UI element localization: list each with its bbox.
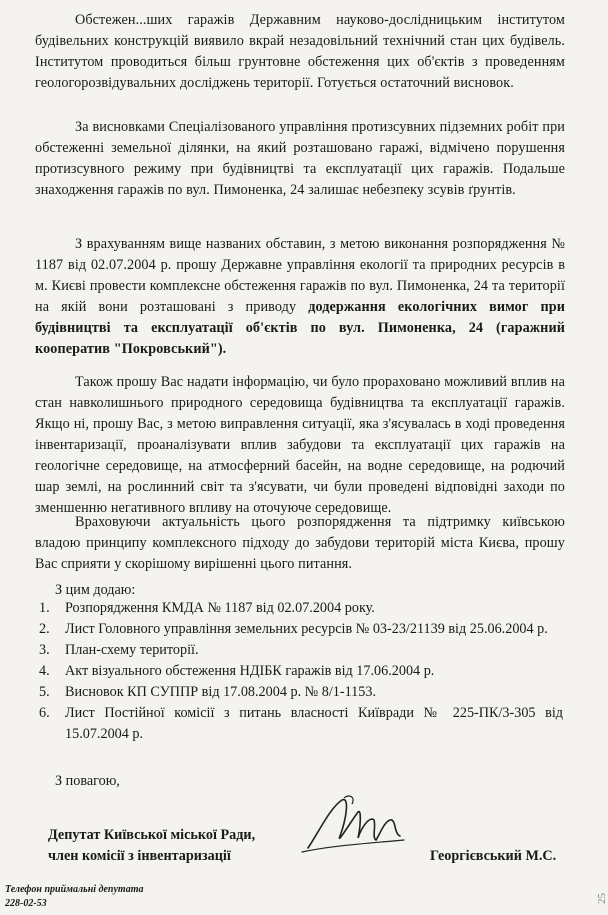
list-item xyxy=(35,661,563,682)
paragraph-2: За висновками Спеціалізованого управління протизсувних підземних робіт при обстеженні земельної ділянки, на який розташовано гаражі, відмічено порушення протизсувного режиму при будівництві та експлуатації цих гаражів. Подальше знаходження гаражів по вул. Пимоненка, 24 залишає небезпеку зсувів ґрунтів. xyxy=(35,119,565,198)
list-item-number: 1. xyxy=(39,600,50,616)
list-item-text: План-схему території. xyxy=(65,642,199,658)
closing-regards: З повагою, xyxy=(55,773,120,789)
list-item-text: Лист Головного управління земельних ресурсів № 03-23/21139 від 25.06.2004 р. xyxy=(65,621,548,637)
signatory-name: Георгієвський М.С. xyxy=(430,848,557,864)
list-item xyxy=(35,703,563,745)
list-item-number: 3. xyxy=(39,642,50,658)
list-item-number: 4. xyxy=(39,663,50,679)
list-item-text: Акт візуального обстеження НДІБК гаражів від 17.06.2004 р. xyxy=(65,663,435,679)
signatory-position-line2: член комісії з інвентаризації xyxy=(48,848,231,864)
list-item xyxy=(35,598,563,619)
paragraph-3-plain: З врахуванням вище названих обставин, з метою виконання розпорядження № 1187 від 02.07.2004 р. прошу Державне управління екології та природних ресурсів в м. Києві провести комплексне обстеження гаражів по вул. Пимоненка, 24 та території на якій вони розташовані з приводу xyxy=(35,236,565,315)
attachments-list xyxy=(35,598,563,745)
list-item-number: 6. xyxy=(39,705,50,721)
list-item xyxy=(35,619,563,640)
list-item-text: Висновок КП СУППР від 17.08.2004 р. № 8/1-1153. xyxy=(65,684,376,700)
list-item-number: 5. xyxy=(39,684,50,700)
list-item xyxy=(35,640,563,661)
paragraph-3-bold: додержання екологічних вимог при будівництві та експлуатації об'єктів по вул. Пимоненка, 24 (гаражний кооператив "Покровський"). xyxy=(35,299,566,357)
signatory-position-line1: Депутат Київської міської Ради, xyxy=(48,827,256,843)
paragraph-1: Обстежен...ших гаражів Державним науково-дослідницьким інститутом будівельних конструкцій виявило вкрай незадовільний технічний стан цих будівель. Інститутом проводиться більш грунтовне обстеження цих об'єктів з проведенням геологорозвідувальних досліджень території. Готується остаточний висновок. xyxy=(35,12,565,91)
attachments-intro: З цим додаю: xyxy=(55,582,136,598)
list-item-number: 2. xyxy=(39,621,50,637)
list-item xyxy=(35,682,563,703)
footer-phone-label: Телефон приймальні депутата xyxy=(5,884,144,895)
page-number: 25 xyxy=(596,893,608,904)
paragraph-4: Також прошу Вас надати інформацію, чи було прораховано можливий вплив на стан навколишнього природного середовища будівництва та експлуатації гаражів. Якщо ні, прошу Вас, з метою виправлення ситуації, яка з'ясувалась в ході проведення інвентаризації, проаналізувати вплив забудови та експлуатації цих гаражів на геологічне середовище, на атмосферний басейн, на водне середовище, на родючий шар землі, на рослинний світ та з'ясувати, чи були проведені відповідні заходи по зменшенню негативного впливу на оточуюче середовище. xyxy=(35,374,565,516)
paragraph-5: Враховуючи актуальність цього розпорядження та підтримку київською владою принципу комплексного підходу до забудови територій міста Києва, прошу Вас сприяти у скорішому вирішенні цього питання. xyxy=(35,514,565,572)
handwritten-signature xyxy=(300,790,410,860)
footer-phone-number: 228-02-53 xyxy=(5,898,47,909)
list-item-text: Розпорядження КМДА № 1187 від 02.07.2004 року. xyxy=(65,600,375,616)
paragraph-3 xyxy=(35,234,565,360)
list-item-text: Лист Постійної комісії з питань власності Київради № 225-ПК/3-305 від 15.07.2004 р. xyxy=(65,705,563,742)
